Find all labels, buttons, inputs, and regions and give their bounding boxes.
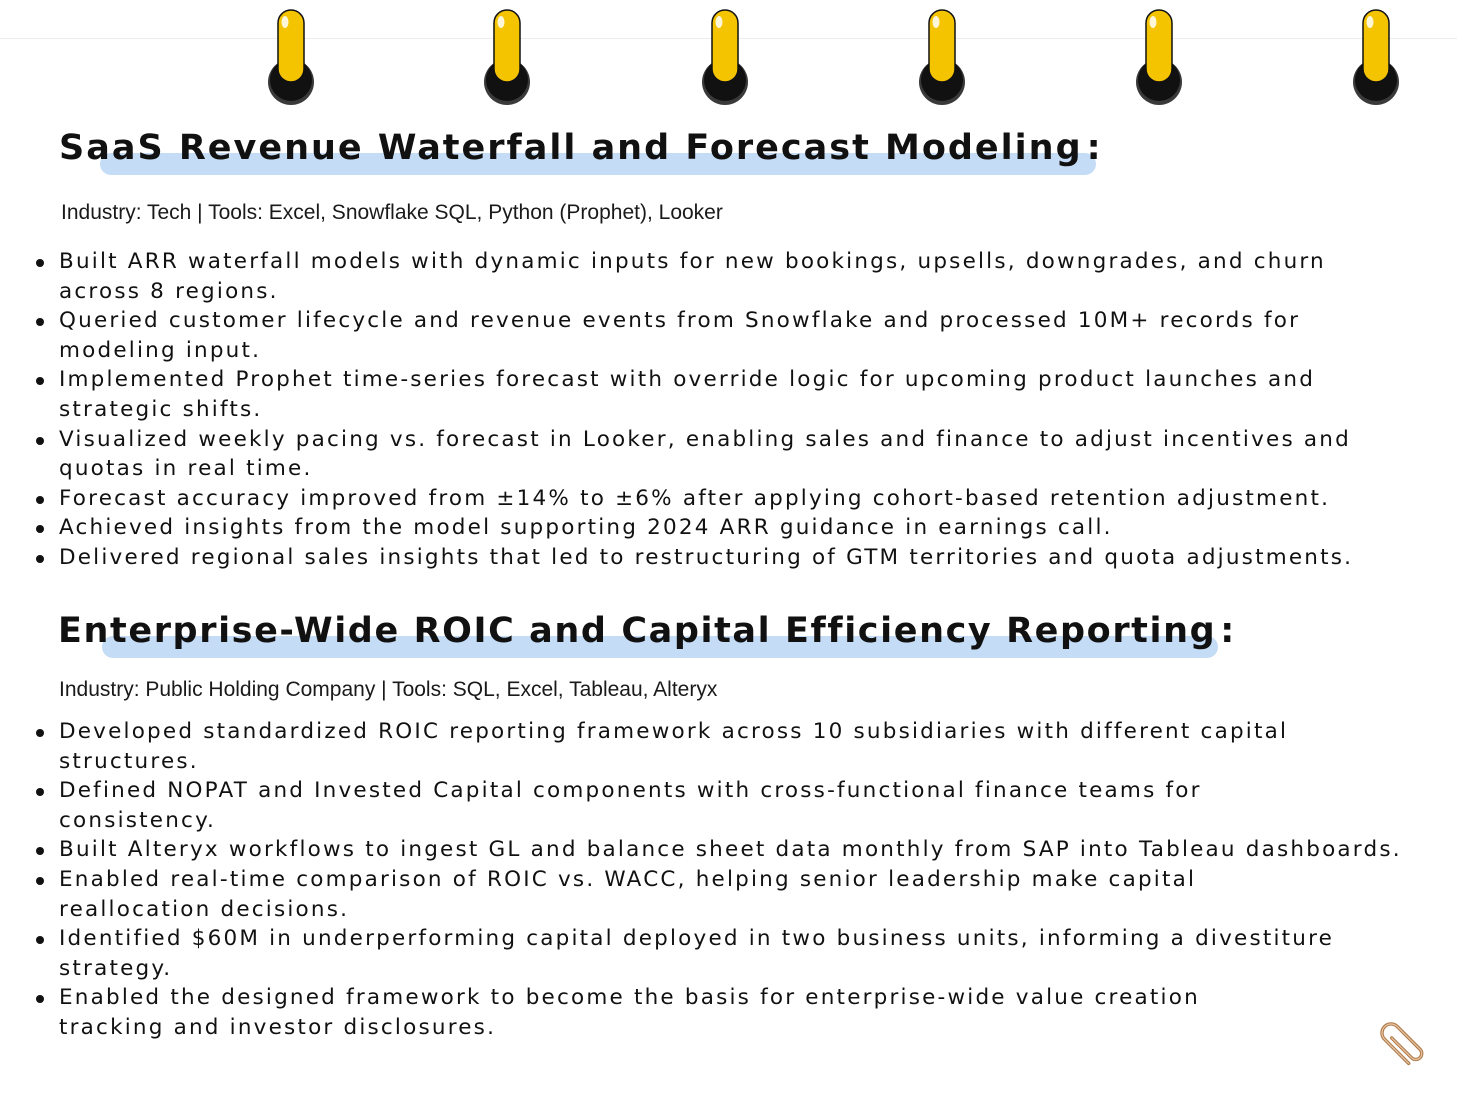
bullet-text-line: quotas in real time.: [59, 456, 313, 482]
list-item: [32, 717, 1452, 776]
bullet-text-line: strategy.: [59, 955, 173, 981]
bullet-text-line: tracking and investor disclosures.: [59, 1014, 497, 1040]
binder-ring-icon: [1134, 8, 1184, 108]
bullet-text-line: Built ARR waterfall models with dynamic inputs for new bookings, upsells, downgrades, and churn: [59, 249, 1326, 274]
bullet-text-line: modeling input.: [59, 337, 262, 363]
binder-ring-icon: [700, 8, 750, 108]
bullet-dot-icon: [36, 259, 44, 267]
bullet-text-line: consistency.: [59, 807, 216, 833]
title-colon: :: [1086, 128, 1103, 168]
bullet-dot-icon: [36, 555, 44, 563]
binder-ring-icon: [917, 8, 967, 108]
bullet-dot-icon: [36, 437, 44, 445]
bullet-text-line: Enabled the designed framework to become the basis for enterprise-wide value creation: [59, 985, 1200, 1011]
bullet-text-line: Enabled real-time comparison of ROIC vs. WACC, helping senior leadership make capital: [59, 866, 1197, 892]
list-item: [32, 543, 1452, 573]
bullet-dot-icon: [36, 729, 44, 737]
binder-ring-icon: [266, 8, 316, 108]
bullet-dot-icon: [36, 318, 44, 326]
bullet-text-line: Delivered regional sales insights that led to restructuring of GTM territories and quota adjustments.: [59, 544, 1354, 570]
bullet-text-line: Implemented Prophet time-series forecast with override logic for upcoming product launches and: [59, 367, 1316, 393]
project-title: [58, 611, 1236, 651]
binder-ring-icon: [482, 8, 532, 108]
bullet-text-line: Queried customer lifecycle and revenue events from Snowflake and processed 10M+ records for: [59, 308, 1301, 334]
bullet-dot-icon: [36, 847, 44, 855]
bullet-text-line: structures.: [59, 748, 199, 774]
project-title: [59, 128, 1103, 168]
bullet-text-line: across 8 regions.: [59, 278, 279, 304]
list-item: [32, 983, 1452, 1042]
bullet-text-line: Developed standardized ROIC reporting framework across 10 subsidiaries with different capital: [59, 719, 1289, 744]
list-item: [32, 776, 1452, 835]
bullet-text-line: reallocation decisions.: [59, 896, 350, 922]
list-item: [32, 484, 1452, 514]
project-title-text: Enterprise-Wide ROIC and Capital Efficiency Reporting: [58, 611, 1217, 651]
list-item: [32, 425, 1452, 484]
title-colon: :: [1220, 611, 1236, 651]
bullet-text-line: Identified $60M in underperforming capital deployed in two business units, informing a divestiture: [59, 926, 1335, 952]
bullet-list: [32, 717, 1452, 1043]
bullet-text-line: Visualized weekly pacing vs. forecast in Looker, enabling sales and finance to adjust incentives and: [59, 426, 1351, 452]
bullet-text-line: Achieved insights from the model supporting 2024 ARR guidance in earnings call.: [59, 515, 1113, 541]
bullet-text-line: Defined NOPAT and Invested Capital components with cross-functional finance teams for: [59, 778, 1202, 804]
bullet-text-line: Forecast accuracy improved from ±14% to ±6% after applying cohort-based retention adjustment.: [59, 485, 1331, 511]
binder-ring-icon: [1351, 8, 1401, 108]
bullet-dot-icon: [36, 995, 44, 1003]
list-item: [32, 924, 1452, 983]
project-meta: Industry: Tech | Tools: Excel, Snowflake SQL, Python (Prophet), Looker: [61, 201, 723, 224]
list-item: [32, 247, 1452, 306]
list-item: [32, 306, 1452, 365]
list-item: [32, 365, 1452, 424]
project-title-text: SaaS Revenue Waterfall and Forecast Modeling: [59, 128, 1083, 168]
bullet-list: [32, 247, 1452, 573]
bullet-dot-icon: [36, 525, 44, 533]
bullet-dot-icon: [36, 788, 44, 796]
bullet-text-line: Built Alteryx workflows to ingest GL and balance sheet data monthly from SAP into Tableau dashboards.: [59, 837, 1402, 863]
bullet-text-line: strategic shifts.: [59, 396, 263, 422]
project-meta: Industry: Public Holding Company | Tools: SQL, Excel, Tableau, Alteryx: [59, 678, 718, 701]
paperclip-icon: [1372, 1014, 1434, 1076]
binder-rings: [0, 0, 1457, 110]
bullet-dot-icon: [36, 936, 44, 944]
list-item: [32, 513, 1452, 543]
list-item: [32, 865, 1452, 924]
bullet-dot-icon: [36, 877, 44, 885]
list-item: [32, 835, 1452, 865]
bullet-dot-icon: [36, 496, 44, 504]
bullet-dot-icon: [36, 377, 44, 385]
